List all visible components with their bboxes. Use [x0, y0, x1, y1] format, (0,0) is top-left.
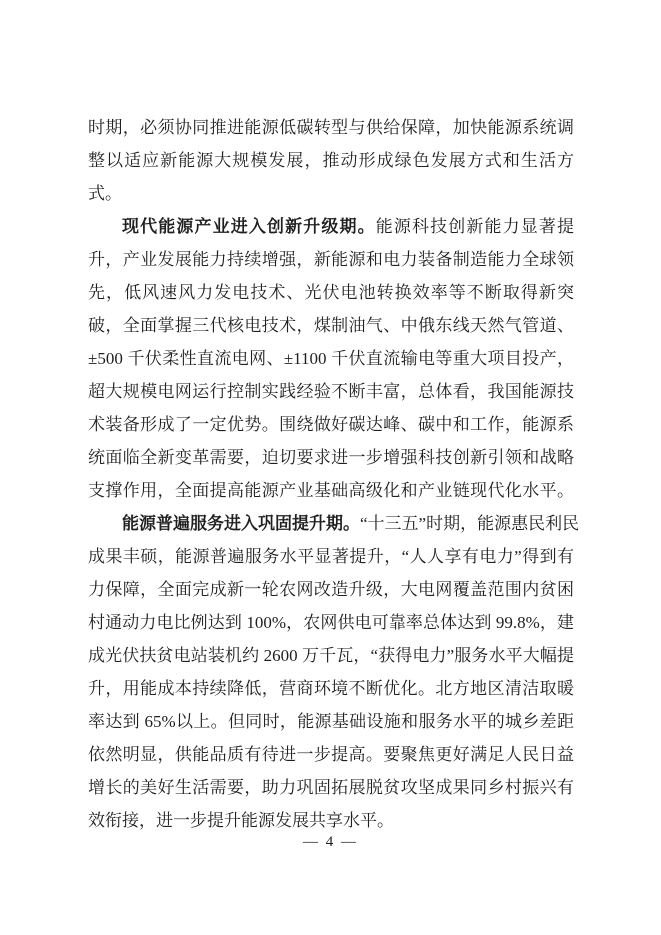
line-text: 式。 — [88, 184, 122, 203]
line-text: 率达到 65%以上。但同时，能源基础设施和服务水平的城乡差距 — [88, 712, 574, 731]
line-text: 能源科技创新能力显著提 — [375, 217, 574, 236]
line-text: 力保障，全面完成新一轮农网改造升级，大电网覆盖范围内贫困 — [88, 580, 574, 599]
line-text: 破，全面掌握三代核电技术，煤制油气、中俄东线天然气管道、 — [88, 316, 574, 335]
line-text: 村通动力电比例达到 100%，农网供电可靠率总体达到 99.8%，建 — [88, 613, 574, 632]
line-text: 增长的美好生活需要，助力巩固拓展脱贫攻坚成果同乡村振兴有 — [88, 778, 574, 797]
line-text: 统面临全新变革需要，迫切要求进一步增强科技创新引领和战略 — [88, 448, 574, 467]
line-text: 整以适应新能源大规模发展，推动形成绿色发展方式和生活方 — [88, 151, 574, 170]
text-line — [88, 342, 574, 375]
line-text: 成果丰硕，能源普遍服务水平显著提升，“人人享有电力”得到有 — [88, 547, 574, 566]
line-text: 效衔接，进一步提升能源发展共享水平。 — [88, 811, 394, 830]
text-line — [88, 441, 574, 474]
text-line — [88, 111, 574, 144]
text-line — [88, 276, 574, 309]
line-text: “十三五”时期，能源惠民利民 — [360, 514, 580, 533]
line-text: 升，用能成本持续降低，营商环境不断优化。北方地区清洁取暖 — [88, 679, 574, 698]
line-text: 支撑作用，全面提高能源产业基础高级化和产业链现代化水平。 — [88, 481, 574, 500]
text-line — [88, 804, 574, 837]
line-text: 依然明显，供能品质有待进一步提高。要聚焦更好满足人民日益 — [88, 745, 574, 764]
text-line — [88, 672, 574, 705]
text-line — [88, 771, 574, 804]
text-line — [88, 144, 574, 177]
text-line — [88, 738, 574, 771]
text-line — [88, 540, 574, 573]
paragraph-lead-bold: 现代能源产业进入创新升级期。 — [122, 217, 376, 236]
text-line — [88, 408, 574, 441]
line-text: 超大规模电网运行控制实践经验不断丰富，总体看，我国能源技 — [88, 382, 574, 401]
text-line — [88, 639, 574, 672]
text-line — [88, 606, 574, 639]
text-line — [88, 705, 574, 738]
page-number: — 4 — — [303, 834, 358, 850]
line-text: 升，产业发展能力持续增强，新能源和电力装备制造能力全球领 — [88, 250, 574, 269]
line-text: 先，低风速风力发电技术、光伏电池转换效率等不断取得新突 — [88, 283, 574, 302]
text-line — [88, 177, 574, 210]
line-text: 术装备形成了一定优势。围绕做好碳达峰、碳中和工作，能源系 — [88, 415, 574, 434]
text-line — [88, 573, 574, 606]
line-text: 成光伏扶贫电站装机约 2600 万千瓦，“获得电力”服务水平大幅提 — [88, 646, 574, 665]
line-text: 时期，必须协同推进能源低碳转型与供给保障，加快能源系统调 — [88, 118, 574, 137]
text-line — [88, 243, 574, 276]
line-text: ±500 千伏柔性直流电网、±1100 千伏直流输电等重大项目投产， — [88, 349, 574, 368]
document-body — [88, 111, 580, 837]
text-line — [88, 375, 574, 408]
paragraph-lead-bold: 能源普遍服务进入巩固提升期。 — [122, 514, 360, 533]
text-line — [88, 474, 574, 507]
text-line — [88, 309, 574, 342]
text-line — [88, 507, 580, 540]
text-line — [88, 210, 574, 243]
